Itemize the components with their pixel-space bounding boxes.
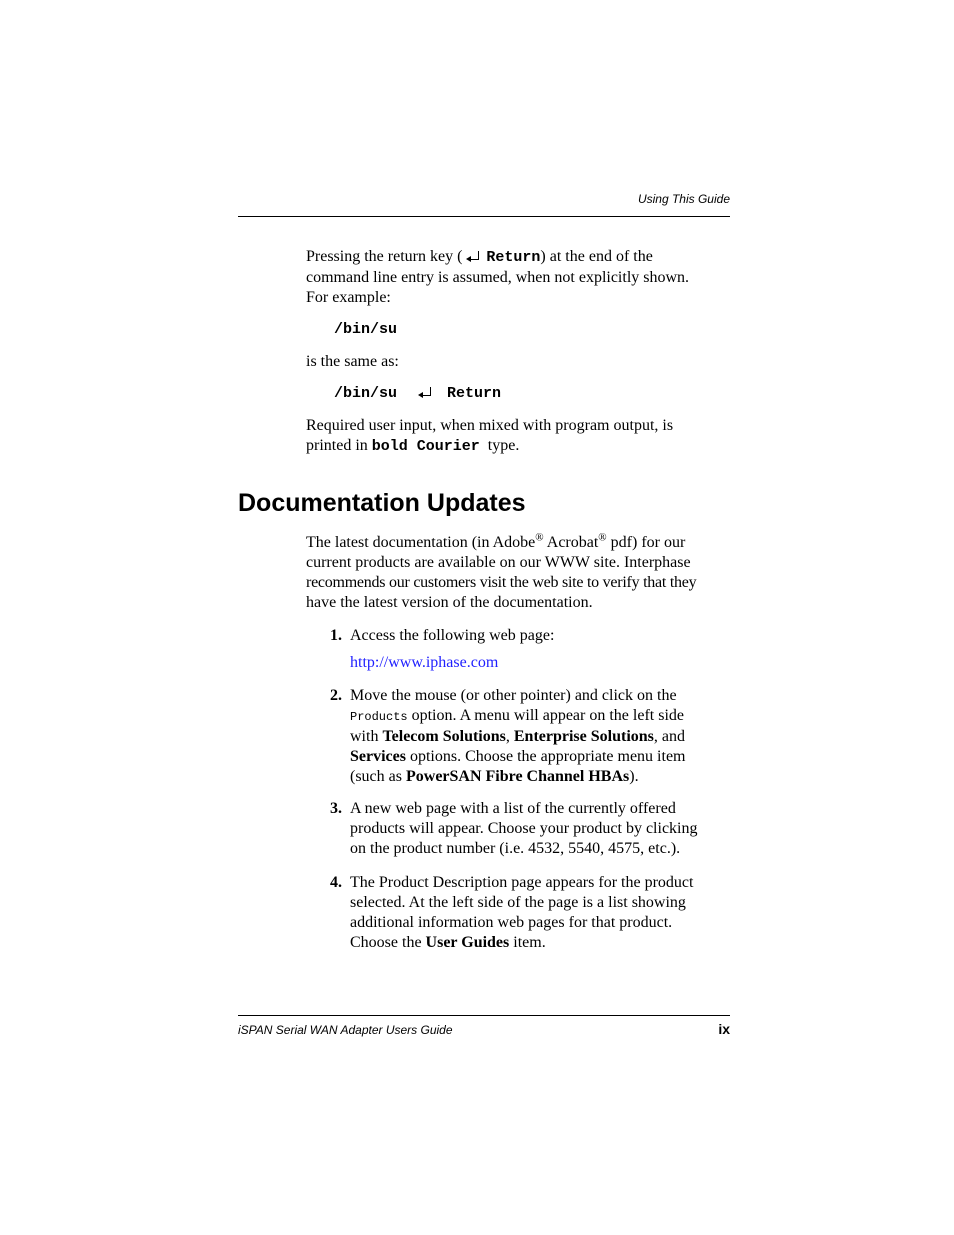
return-arrow-icon: [466, 251, 480, 261]
footer-title: iSPAN Serial WAN Adapter Users Guide: [238, 1023, 453, 1037]
products-option-code: Products: [350, 710, 408, 724]
return-key-label: Return: [486, 249, 541, 266]
bold-courier-sample: bold Courier: [371, 438, 480, 455]
documentation-paragraph: The latest documentation (in Adobe® Acrobat® pdf) for our current products are available on our WWW site. Interphase recommends our customers visit the web site to verify that they have the latest version of the documentation.: [306, 531, 697, 611]
iphase-website-link[interactable]: http://www.iphase.com: [350, 654, 499, 671]
code-example-1: /bin/su: [334, 321, 398, 338]
code-example-2: /bin/su Return: [334, 385, 502, 402]
header-rule: [238, 216, 730, 217]
running-header: Using This Guide: [637, 192, 730, 206]
return-key-paragraph: Pressing the return key ( Return) at the end of the command line entry is assumed, when not explicitly shown. For example:: [306, 248, 690, 306]
section-heading: Documentation Updates: [238, 489, 526, 517]
user-input-paragraph: Required user input, when mixed with program output, is printed in bold Courier type.: [306, 417, 674, 455]
page-number: ix: [718, 1021, 730, 1037]
footer-rule: [238, 1015, 730, 1016]
return-arrow-icon: [418, 387, 432, 397]
same-as-text: is the same as:: [306, 353, 399, 370]
